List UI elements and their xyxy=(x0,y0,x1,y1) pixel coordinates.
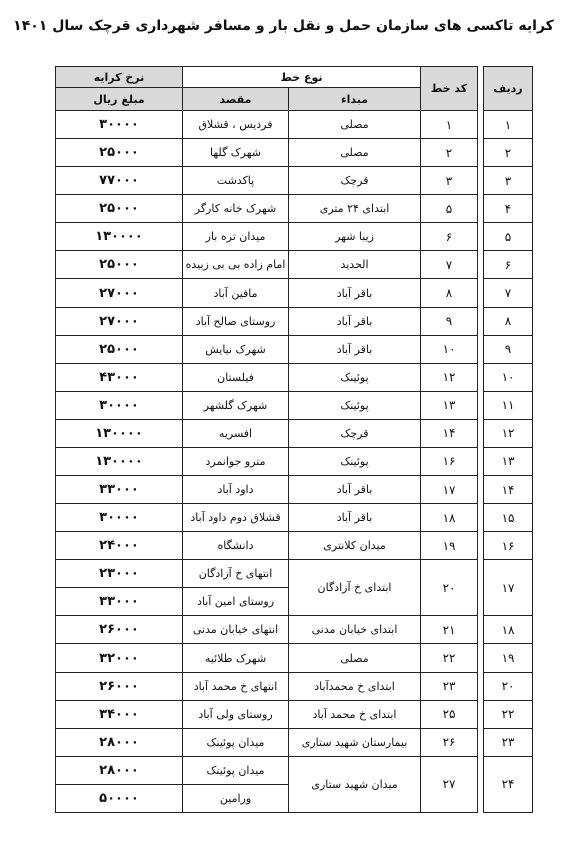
destination-cell: مترو جوانمرد xyxy=(183,447,289,475)
origin-cell: مصلی xyxy=(289,644,421,672)
table-row xyxy=(56,419,533,447)
header-row-number: ردیف xyxy=(484,67,533,111)
row-number-cell: ۱۵ xyxy=(484,504,533,532)
destination-cell: انتهای خ محمد آباد xyxy=(183,672,289,700)
destination-cell: شهرک خانه کارگر xyxy=(183,195,289,223)
destination-cell: ورامین xyxy=(183,784,289,812)
row-number-cell: ۲۳ xyxy=(484,728,533,756)
line-code-cell: ۲۷ xyxy=(421,756,478,812)
table-row xyxy=(56,279,533,307)
destination-cell: روستای صالح آباد xyxy=(183,307,289,335)
origin-cell: پوئینک xyxy=(289,391,421,419)
table-row xyxy=(56,251,533,279)
table-row xyxy=(56,644,533,672)
line-code-cell: ۵ xyxy=(421,195,478,223)
fare-cell: ۳۳۰۰۰ xyxy=(56,476,183,504)
line-code-cell: ۲۱ xyxy=(421,616,478,644)
header-origin: مبداء xyxy=(289,88,421,111)
fare-cell: ۳۰۰۰۰ xyxy=(56,391,183,419)
table-row xyxy=(56,223,533,251)
origin-cell: باقر آباد xyxy=(289,307,421,335)
table-row xyxy=(56,195,533,223)
destination-cell: دانشگاه xyxy=(183,532,289,560)
origin-cell: میدان شهید ستاری xyxy=(289,756,421,812)
origin-cell: پوئینک xyxy=(289,447,421,475)
line-code-cell: ۶ xyxy=(421,223,478,251)
origin-cell: باقر آباد xyxy=(289,476,421,504)
header-line-type: نوع خط xyxy=(183,67,421,88)
row-number-cell: ۷ xyxy=(484,279,533,307)
table-row xyxy=(56,672,533,700)
origin-cell: الحدید xyxy=(289,251,421,279)
origin-cell: بیمارستان شهید ستاری xyxy=(289,728,421,756)
row-number-cell: ۲۲ xyxy=(484,700,533,728)
origin-cell: ابتدای ۲۴ متری xyxy=(289,195,421,223)
fare-cell: ۲۷۰۰۰ xyxy=(56,279,183,307)
origin-cell: ابتدای خ محمد آباد xyxy=(289,700,421,728)
table-row xyxy=(56,167,533,195)
table-row xyxy=(56,307,533,335)
page-title: کرایه تاکسی های سازمان حمل و نقل بار و مسافر شهرداری قرچک سال ۱۴۰۱ xyxy=(13,18,554,34)
row-number-cell: ۸ xyxy=(484,307,533,335)
fare-cell: ۲۵۰۰۰ xyxy=(56,195,183,223)
fare-table xyxy=(55,66,533,813)
destination-cell: داود آباد xyxy=(183,476,289,504)
row-number-cell: ۱۹ xyxy=(484,644,533,672)
origin-cell: قرچک xyxy=(289,419,421,447)
fare-cell: ۳۰۰۰۰ xyxy=(56,504,183,532)
table-row xyxy=(56,111,533,139)
row-number-cell: ۱۸ xyxy=(484,616,533,644)
fare-cell: ۱۳۰۰۰۰ xyxy=(56,419,183,447)
origin-cell: ابتدای خیابان مدنی xyxy=(289,616,421,644)
line-code-cell: ۱۷ xyxy=(421,476,478,504)
fare-cell: ۱۳۰۰۰۰ xyxy=(56,223,183,251)
fare-cell: ۲۴۰۰۰ xyxy=(56,532,183,560)
row-number-cell: ۲۴ xyxy=(484,756,533,812)
table-row xyxy=(56,728,533,756)
line-code-cell: ۲۵ xyxy=(421,700,478,728)
row-number-cell: ۲ xyxy=(484,139,533,167)
fare-cell: ۲۶۰۰۰ xyxy=(56,672,183,700)
fare-cell: ۷۷۰۰۰ xyxy=(56,167,183,195)
line-code-cell: ۹ xyxy=(421,307,478,335)
destination-cell: روستای ولی آباد xyxy=(183,700,289,728)
line-code-cell: ۲۲ xyxy=(421,644,478,672)
row-number-cell: ۱ xyxy=(484,111,533,139)
origin-cell: مصلی xyxy=(289,111,421,139)
row-number-cell: ۶ xyxy=(484,251,533,279)
destination-cell: پاکدشت xyxy=(183,167,289,195)
fare-cell: ۲۳۰۰۰ xyxy=(56,560,183,588)
origin-cell: باقر آباد xyxy=(289,504,421,532)
row-number-cell: ۱۷ xyxy=(484,560,533,616)
fare-cell: ۴۳۰۰۰ xyxy=(56,363,183,391)
row-number-cell: ۳ xyxy=(484,167,533,195)
line-code-cell: ۷ xyxy=(421,251,478,279)
line-code-cell: ۱۸ xyxy=(421,504,478,532)
destination-cell: امام زاده بی بی زبیده xyxy=(183,251,289,279)
header-fare-group: نرخ کرایه xyxy=(56,67,183,88)
line-code-cell: ۲۳ xyxy=(421,672,478,700)
table-row xyxy=(56,335,533,363)
destination-cell: انتهای خ آزادگان xyxy=(183,560,289,588)
destination-cell: شهرک نیایش xyxy=(183,335,289,363)
destination-cell: روستای امین آباد xyxy=(183,588,289,616)
fare-cell: ۳۲۰۰۰ xyxy=(56,644,183,672)
destination-cell: میدان تره بار xyxy=(183,223,289,251)
header-line-code: کد خط xyxy=(421,67,478,111)
row-number-cell: ۱۱ xyxy=(484,391,533,419)
fare-cell: ۳۴۰۰۰ xyxy=(56,700,183,728)
table-row xyxy=(56,363,533,391)
origin-cell: باقر آباد xyxy=(289,279,421,307)
destination-cell: شهرک گلها xyxy=(183,139,289,167)
destination-cell: فردیس ، قشلاق xyxy=(183,111,289,139)
table-row xyxy=(56,756,533,784)
destination-cell: شهرک گلشهر xyxy=(183,391,289,419)
line-code-cell: ۱۳ xyxy=(421,391,478,419)
line-code-cell: ۲ xyxy=(421,139,478,167)
header-destination: مقصد xyxy=(183,88,289,111)
destination-cell: شهرک طلائیه xyxy=(183,644,289,672)
origin-cell: ابتدای خ محمدآباد xyxy=(289,672,421,700)
origin-cell: زیبا شهر xyxy=(289,223,421,251)
line-code-cell: ۱۰ xyxy=(421,335,478,363)
fare-cell: ۳۰۰۰۰ xyxy=(56,111,183,139)
fare-cell: ۲۸۰۰۰ xyxy=(56,756,183,784)
row-number-cell: ۱۴ xyxy=(484,476,533,504)
destination-cell: افسریه xyxy=(183,419,289,447)
origin-cell: میدان کلانتری xyxy=(289,532,421,560)
line-code-cell: ۳ xyxy=(421,167,478,195)
origin-cell: قرچک xyxy=(289,167,421,195)
table-row xyxy=(56,700,533,728)
destination-cell: انتهای خیابان مدنی xyxy=(183,616,289,644)
line-code-cell: ۱ xyxy=(421,111,478,139)
fare-cell: ۲۷۰۰۰ xyxy=(56,307,183,335)
table-row xyxy=(56,532,533,560)
destination-cell: میدان پوئینک xyxy=(183,756,289,784)
fare-table-body xyxy=(56,111,533,813)
line-code-cell: ۸ xyxy=(421,279,478,307)
line-code-cell: ۲۰ xyxy=(421,560,478,616)
row-number-cell: ۱۳ xyxy=(484,447,533,475)
row-number-cell: ۲۰ xyxy=(484,672,533,700)
row-number-cell: ۱۲ xyxy=(484,419,533,447)
fare-cell: ۳۳۰۰۰ xyxy=(56,588,183,616)
origin-cell: مصلی xyxy=(289,139,421,167)
row-number-cell: ۵ xyxy=(484,223,533,251)
fare-cell: ۲۵۰۰۰ xyxy=(56,335,183,363)
line-code-cell: ۱۲ xyxy=(421,363,478,391)
fare-cell: ۲۵۰۰۰ xyxy=(56,139,183,167)
header-fare-unit: مبلغ ریال xyxy=(56,88,183,111)
row-number-cell: ۱۰ xyxy=(484,363,533,391)
line-code-cell: ۱۶ xyxy=(421,447,478,475)
table-row xyxy=(56,139,533,167)
destination-cell: قشلاق دوم داود آباد xyxy=(183,504,289,532)
line-code-cell: ۱۴ xyxy=(421,419,478,447)
destination-cell: میدان پوئینک xyxy=(183,728,289,756)
fare-cell: ۲۶۰۰۰ xyxy=(56,616,183,644)
origin-cell: ابتدای خ آزادگان xyxy=(289,560,421,616)
line-code-cell: ۲۶ xyxy=(421,728,478,756)
table-row xyxy=(56,391,533,419)
fare-cell: ۱۳۰۰۰۰ xyxy=(56,447,183,475)
table-row xyxy=(56,476,533,504)
table-row xyxy=(56,447,533,475)
fare-cell: ۵۰۰۰۰ xyxy=(56,784,183,812)
table-row xyxy=(56,560,533,588)
fare-cell: ۲۸۰۰۰ xyxy=(56,728,183,756)
destination-cell: مافین آباد xyxy=(183,279,289,307)
origin-cell: باقر آباد xyxy=(289,335,421,363)
row-number-cell: ۹ xyxy=(484,335,533,363)
table-row xyxy=(56,616,533,644)
row-number-cell: ۱۶ xyxy=(484,532,533,560)
fare-cell: ۲۵۰۰۰ xyxy=(56,251,183,279)
origin-cell: پوئینک xyxy=(289,363,421,391)
destination-cell: فیلستان xyxy=(183,363,289,391)
line-code-cell: ۱۹ xyxy=(421,532,478,560)
table-row xyxy=(56,504,533,532)
row-number-cell: ۴ xyxy=(484,195,533,223)
